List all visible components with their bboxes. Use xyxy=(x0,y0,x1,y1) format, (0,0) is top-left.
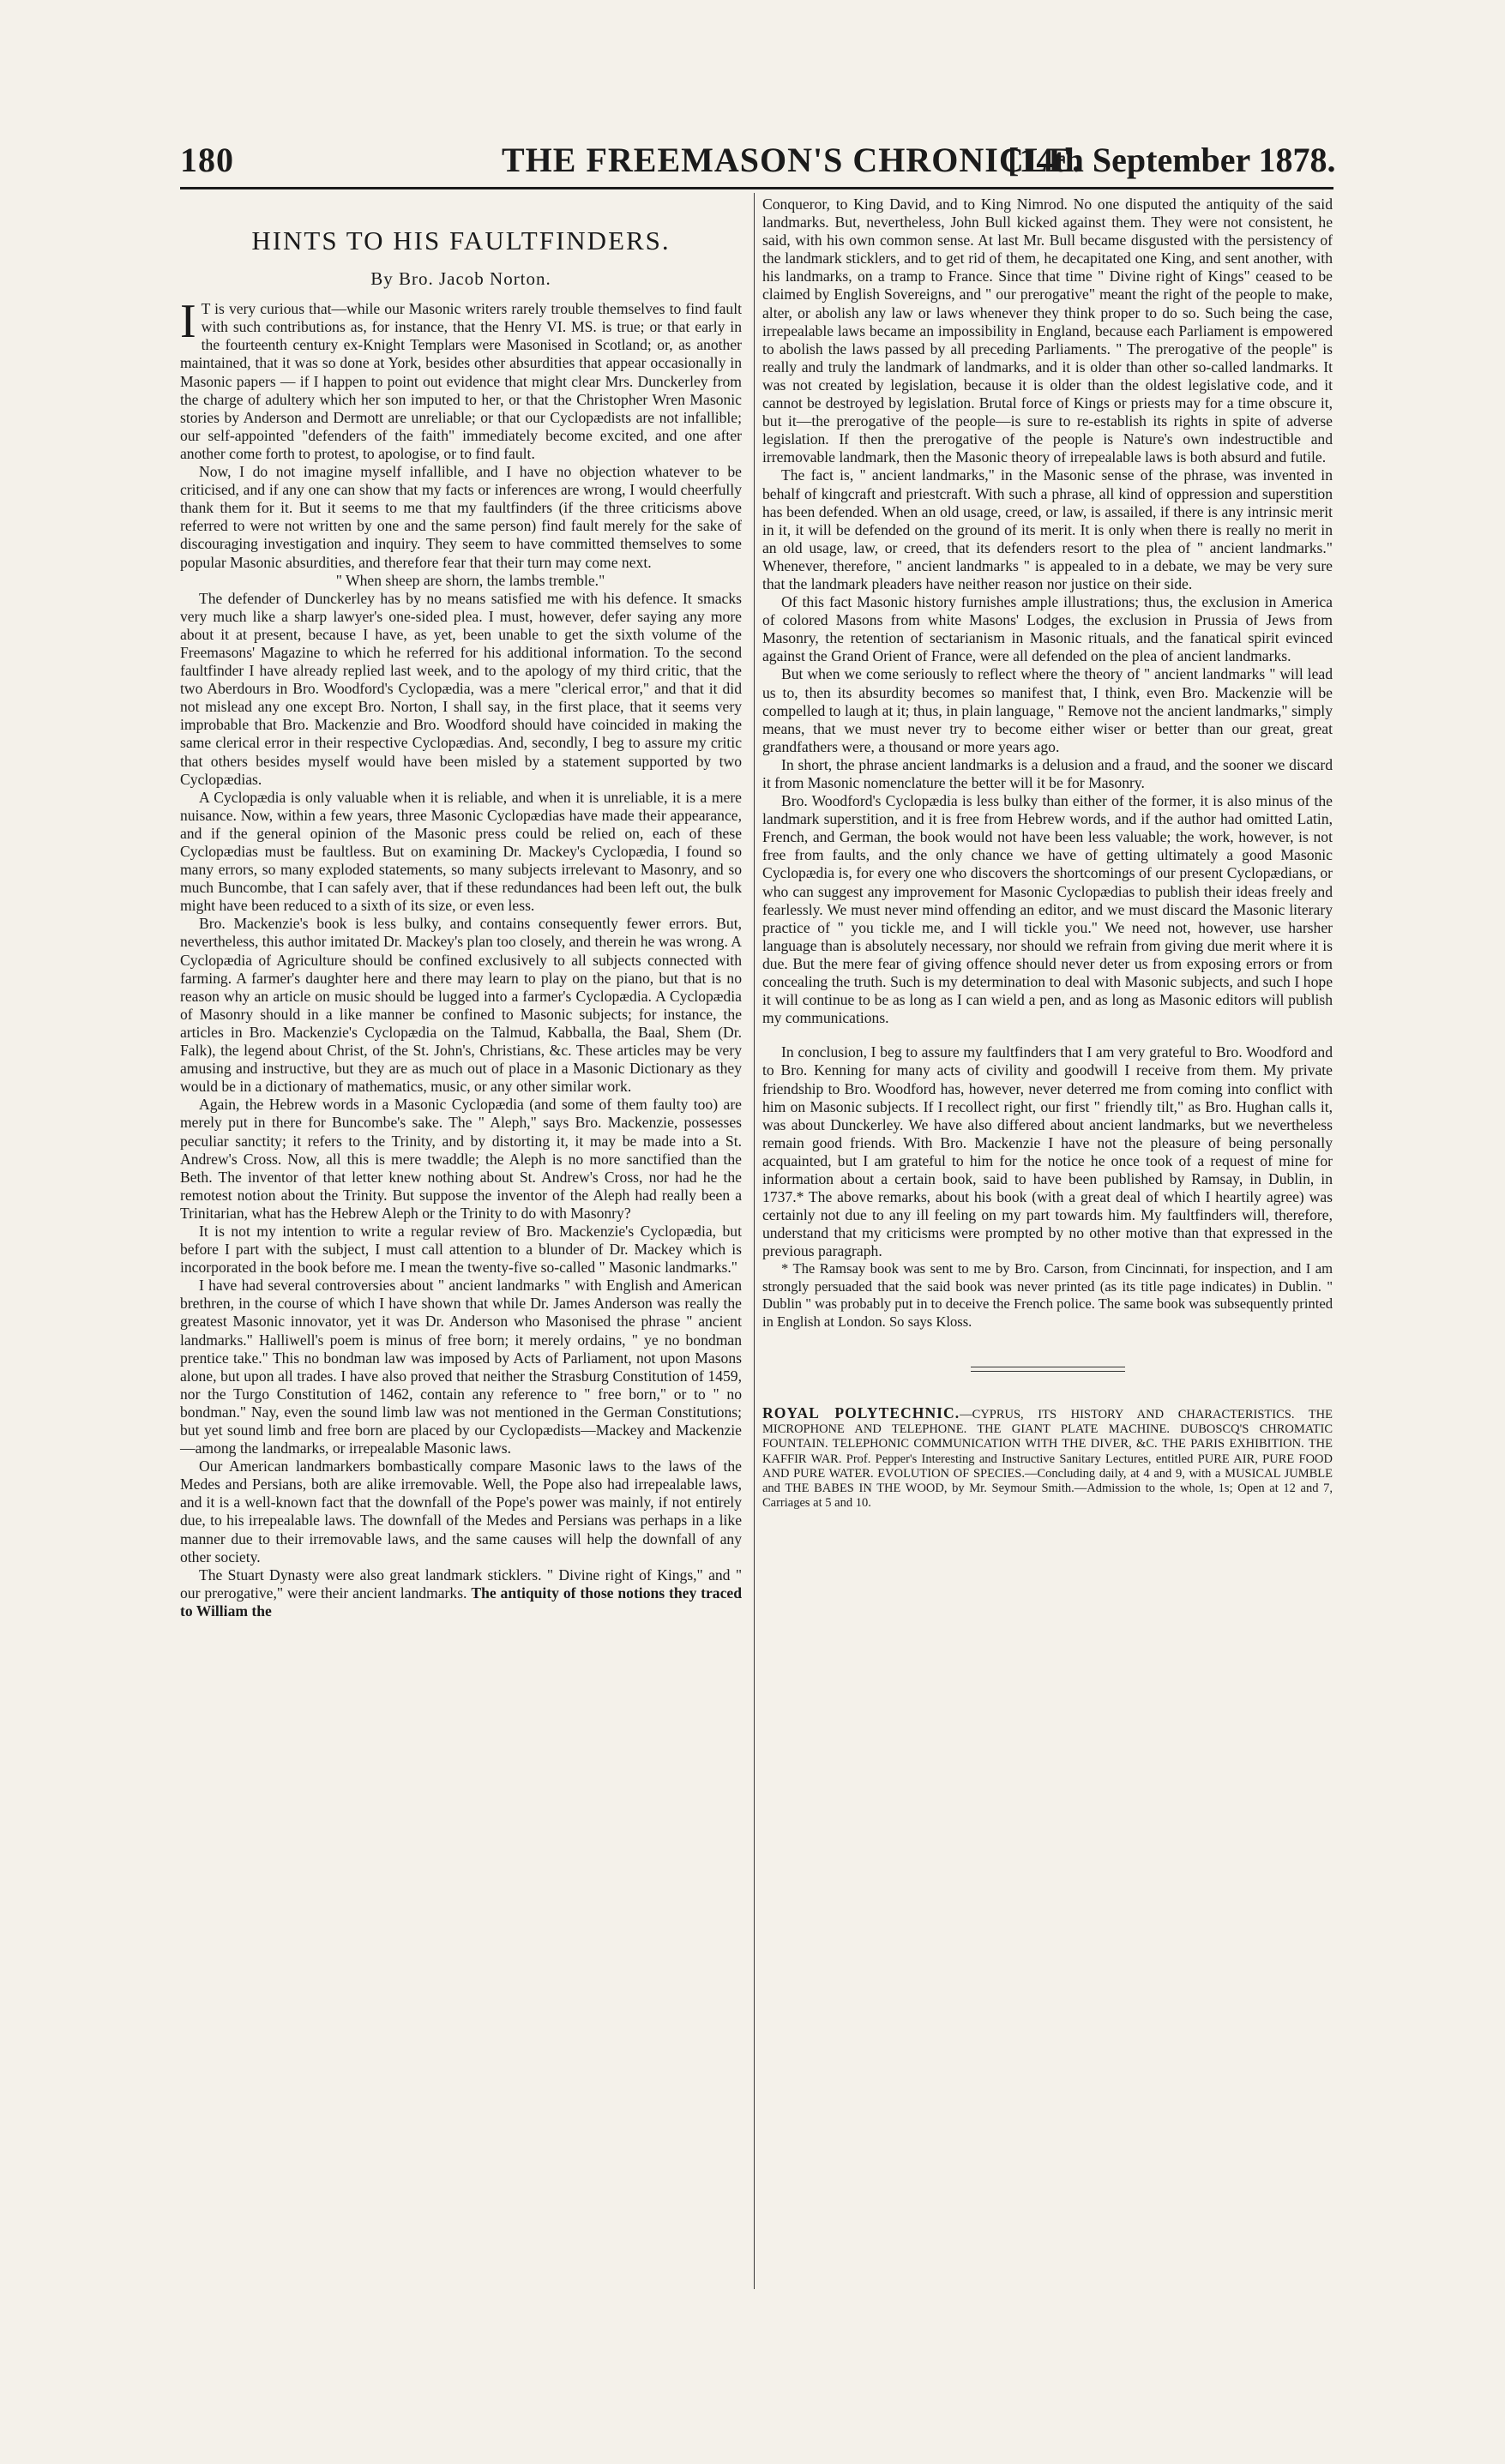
masthead xyxy=(180,140,1336,191)
issue-date: [14th September 1878. xyxy=(1008,141,1336,179)
article-paragraph: Now, I do not imagine myself infallible, and I have no objection whatever to be criticised, and if any one can show that my facts or inferences are wrong, I would cheerfully thank them for it. But it seems to me that my faultfinders (if the three criticisms above referred to were not written by one and the same person) find fault merely for the sake of discouraging investigation and inquiry. They seem to have committed themselves to some popular Masonic absurdities, and therefore fear that their turn may come next. xyxy=(180,463,742,571)
article-paragraph: Conqueror, to King David, and to King Nimrod. No one disputed the antiquity of the said landmarks. But, nevertheless, John Bull kicked against them. They were not consistent, he said, with his own common sense. At last Mr. Bull became disgusted with the persistency of the landmark sticklers, and to get rid of them, he decapitated one King, and sent another, with his landmarks, on a tramp to France. Since that time " Divine right of Kings" ceased to be claimed by English Sovereigns, and " our prerogative" meant the right of the people to make, alter, or abolish any law or laws whenever they think proper to do so. Such being the case, irrepealable laws became an impossibility in England, because each Parliament is empowered to abolish the laws passed by all preceding Parliaments. " The prerogative of the people" is really and truly the landmark of landmarks, and it is older than other so-called landmarks. It was not created by legislation, because it is older than the oldest legislative code, and it cannot be destroyed by legislation. Brutal force of Kings or priests may for a time obscure it, but it—the prerogative of the people—is sure to re-establish its rights in spite of adverse legislation. If then the prerogative of the people is Nature's own indestructible and irremovable landmark, then the Masonic theory of irrepealable laws is both absurd and futile. xyxy=(762,195,1333,466)
publication-title: THE FREEMASON'S CHRONICLE. xyxy=(502,141,1082,179)
paragraph-continued-text: The antiquity of those notions they traced to William the xyxy=(180,1584,742,1620)
drop-cap: I xyxy=(180,295,196,349)
article-paragraph xyxy=(180,295,742,463)
article-quote: " When sheep are shorn, the lambs tremble." xyxy=(335,571,605,589)
article-byline: By Bro. Jacob Norton. xyxy=(370,268,551,290)
article-paragraph: A Cyclopædia is only valuable when it is reliable, and when it is unreliable, it is a mere nuisance. Now, within a few years, three Masonic Cyclopædias have made their appearance, and if the general opinion of the Masonic press could be relied on, each of these Cyclopædias must be faultless. But on examining Dr. Mackey's Cyclopædia, I found so many errors, so many exploded statements, so many subjects irrelevant to Masonry, and so much Buncombe, that I can safely aver, that if these redundances had been left out, the bulk might have been reduced to a sixth of its size, or even less. xyxy=(180,788,742,915)
masthead-rule xyxy=(180,187,1333,189)
article-paragraph: I have had several controversies about " ancient landmarks " with English and American brethren, in the course of which I have shown that while Dr. James Anderson was really the greatest Masonic innovator, yet it was Dr. Anderson who Masonised the phrase " ancient landmarks." Halliwell's poem is minus of free born; it merely ordains, " ye no bondman prentice take." This no bondman law was imposed by Acts of Parliament, not upon Masons alone, but upon all trades. I have also proved that neither the Strasburg Constitution of 1459, nor the Turgo Constitution of 1462, contain any reference to " free born," or to " no bondman." Nay, even the sound limb law was not mentioned in the German Constitutions; but yet sound limb and free born are placed by our Cyclopædists—Mackey and Mackenzie—among the landmarks, or irrepealable Masonic laws. xyxy=(180,1277,742,1457)
footnote: * The Ramsay book was sent to me by Bro. Carson, from Cincinnati, for inspection, and I am strongly persuaded that the said book was never printed (as its title page indicates) in Dublin. " Dublin " was probably put in to deceive the French police. The same book was subsequently printed in English at London. So says Kloss. xyxy=(762,1260,1333,1330)
article-paragraph xyxy=(180,1566,742,1620)
paragraph-text: T is very curious that—while our Masonic writers rarely trouble themselves to find fault with such contributions as, for instance, that the Henry VI. MS. is true; or that early in the fourteenth century ex-Knight Templars were Masonised in Scotland; or, as another maintained, that it was so done at York, besides other absurdities that appear occasionally in Masonic papers — if I happen to point out evidence that might clear Mrs. Dunckerley from the charge of adultery which her son imputed to her, or that the Christopher Wren Masonic stories by Anderson and Dermott are unreliable; or that our Cyclopædists are not infallible; our self-appointed "defenders of the faith" immediately become excited, and one after another come forth to protest, to apologise, or to find fault. xyxy=(180,300,742,462)
article-paragraph: Again, the Hebrew words in a Masonic Cyclopædia (and some of them faulty too) are merely put in there for Buncombe's sake. The " Aleph," says Bro. Mackenzie, possesses peculiar sanctity; it refers to the Trinity, and by distorting it, it may be made into a St. Andrew's Cross. Now, all this is mere twaddle; the Aleph is no more sanctified than the Beth. The inventor of that letter knew nothing about St. Andrew's Cross, nor had he the remotest notion about the Trinity. But suppose the inventor of the Aleph had really been a Trinitarian, what has the Hebrew Aleph or the Trinity to do with Masonry? xyxy=(180,1096,742,1222)
advert-body: —CYPRUS, ITS HISTORY AND CHARACTERISTICS. THE MICROPHONE AND TELEPHONE. THE GIANT PLATE MACHINE. DUBOSCQ'S CHROMATIC FOUNTAIN. TELEPHONIC COMMUNICATION WITH THE DIVER, &C. THE PARIS EXHIBITION. THE KAFFIR WAR. xyxy=(762,1408,1333,1466)
article-paragraph: Bro. Woodford's Cyclopædia is less bulky than either of the former, it is also minus of the landmark superstition, and it is free from Hebrew words, and if the author had omitted Latin, French, and German, the book would not have been less valuable; the work, however, is not free from faults, and the only chance we have of getting ultimately a good Masonic Cyclopædia is, for every one who discovers the shortcomings of our present Cyclopædians, or who can suggest any improvement for Masonic Cyclopædias to publish their ideas freely and fearlessly. We must never mind offending an editor, and we must discard the Masonic literary practice of " you tickle me, and I will tickle you." We need not, however, use harsher language than is absolutely necessary, nor should we refrain from giving due merit where it is due. But the mere fear of giving offence should never deter us from exposing errors or from concealing the truth. Such is my determination to deal with Masonic subjects, and such I hope it will continue to be as long as I can wield a pen, and as long as Masonic editors will publish my communications. xyxy=(762,792,1333,1027)
article-paragraph: In conclusion, I beg to assure my faultfinders that I am very grateful to Bro. Woodford and to Bro. Kenning for many acts of civility and goodwill I receive from them. My private friendship to Bro. Woodford has, however, never deterred me from coming into conflict with him on Masonic subjects. If I recollect right, our first " friendly tilt," as Bro. Hughan calls it, was about Dunckerley. We have also differed about ancient landmarks, but we nevertheless remain good friends. With Bro. Mackenzie I have not the pleasure of being personally acquainted, but I am grateful to him for the notice he once took of a request of mine for information about a certain book, said to have been published by Ramsay, in Dublin, in 1737.* The above remarks, about his book (with a great deal of which I heartily agree) was certainly not due to any ill feeling on my part towards him. My faultfinders will, therefore, understand that my criticisms were prompted by no other motive than that expressed in the previous paragraph. xyxy=(762,1043,1333,1260)
paragraph-text: The Stuart Dynasty were also great landmark sticklers. " Divine right of Kings," and " our prerogative," were their ancient landmarks. xyxy=(180,1566,742,1602)
right-column xyxy=(762,195,1333,1511)
article-paragraph: Bro. Mackenzie's book is less bulky, and contains consequently fewer errors. But, nevertheless, this author imitated Dr. Mackey's plan too closely, and therein he was wrong. A Cyclopædia of Agriculture should be confined exclusively to all subjects connected with farming. A farmer's daughter here and there may learn to play on the piano, but that is no reason why an article on music should be lugged into a farmer's Cyclopædia. A Cyclopædia of Masonry should in a like manner be confined to Masonic subjects; for instance, the articles in Bro. Mackenzie's Cyclopædia on the Talmud, Kabballa, the Baal, Shem (Dr. Falk), the legend about Christ, of the St. John's, Christians, &c. These articles may be very amusing and instructive, but they are as much out of place in a Masonic Dictionary as they would be in a dictionary of mathematics, music, or any other similar work. xyxy=(180,915,742,1096)
article-paragraph: But when we come seriously to reflect where the theory of " ancient landmarks " will lead us to, then its absurdity becomes so manifest that, I think, even Bro. Mackenzie will be compelled to laugh at it; thus, in plain language, " Remove not the ancient landmarks," simply means, that we must never try to become either wiser or better than our great, great grandfathers were, a thousand or more years ago. xyxy=(762,665,1333,755)
article-title: HINTS TO HIS FAULTFINDERS. xyxy=(251,225,671,255)
advert-body-topics: PURE AIR, PURE FOOD AND PURE WATER. EVOLUTION OF SPECIES. xyxy=(762,1451,1333,1481)
article-paragraph: The fact is, " ancient landmarks," in the Masonic sense of the phrase, was invented in behalf of kingcraft and priestcraft. With such a phrase, all kind of oppression and superstition has been defended. When an old usage, creed, or law, is assailed, if there is any intrinsic merit in it, it will be defended on the ground of its merit. It is only when there is really no merit in an old usage, law, or creed, that its defenders resort to the plea of " ancient landmarks." Whenever, therefore, " ancient landmarks " is appealed to in a debate, we may be very sure that the landmark pleaders have neither reason nor justice on their side. xyxy=(762,466,1333,592)
left-column xyxy=(180,195,742,1620)
article-paragraph: In short, the phrase ancient landmarks is a delusion and a fraud, and the sooner we discard it from Masonic nomenclature the better will it be for Masonry. xyxy=(762,755,1333,791)
advert-body-schedule: —Concluding daily, at 4 and 9, with a MUSICAL JUMBLE and THE BABES IN THE WOOD, by Mr. Seymour Smith.—Admission to the whole, 1s; Open at 12 and 7, Carriages at 5 and 10. xyxy=(762,1466,1333,1511)
article-paragraph: Our American landmarkers bombastically compare Masonic laws to the laws of the Medes and Persians, both are alike irremovable. Well, the Pope also had irrepealable laws, and it is a well-known fact that the downfall of the Pope's power was mainly, if not entirely due, to his irrepealable laws. The downfall of the Medes and Persians was perhaps in a like manner due to their irremovable laws, and the same causes will help the downfall of any other society. xyxy=(180,1457,742,1566)
article-paragraph: It is not my intention to write a regular review of Bro. Mackenzie's Cyclopædia, but before I part with the subject, I must call attention to a blunder of Dr. Mackey which is incorporated in the book before me. I mean the twenty-five so-called " Masonic landmarks." xyxy=(180,1222,742,1277)
article-paragraph: The defender of Dunckerley has by no means satisfied me with his defence. It smacks very much like a sharp lawyer's one-sided plea. I must, however, defer saying any more about it at present, because I have, as yet, been unable to get the sixth volume of the Freemasons' Magazine to which he referred for his additional information. To the second faultfinder I have already replied last week, and to the apology of my third critic, that the two Aberdours in Bro. Woodford's Cyclopædia, was a mere "clerical error," and that it did not mislead any one except Bro. Norton, I shall say, in the first place, that it seems very improbable that Bro. Mackenzie and Bro. Woodford should have coincided in making the same clerical error in their respective Cyclopædias. And, secondly, I beg to assure my critic that others besides myself would have been misled by a statement supported by two Cyclopædias. xyxy=(180,589,742,788)
column-divider xyxy=(754,193,755,2289)
page-number: 180 xyxy=(180,141,234,179)
advert-body-lecture: Prof. Pepper's Interesting and Instructive Sanitary Lectures, entitled xyxy=(846,1451,1194,1466)
advert-lead: ROYAL POLYTECHNIC. xyxy=(762,1404,960,1422)
advertisement xyxy=(762,1406,1333,1511)
article-paragraph: Of this fact Masonic history furnishes ample illustrations; thus, the exclusion in America of colored Masons from white Masons' Lodges, the exclusion in Prussia of Jews from Masonry, the retention of sectarianism in Masonic rituals, and the fanatical spirit evinced against the Grand Orient of France, were all defended on the plea of ancient landmarks. xyxy=(762,593,1333,665)
section-separator xyxy=(971,1367,1125,1372)
